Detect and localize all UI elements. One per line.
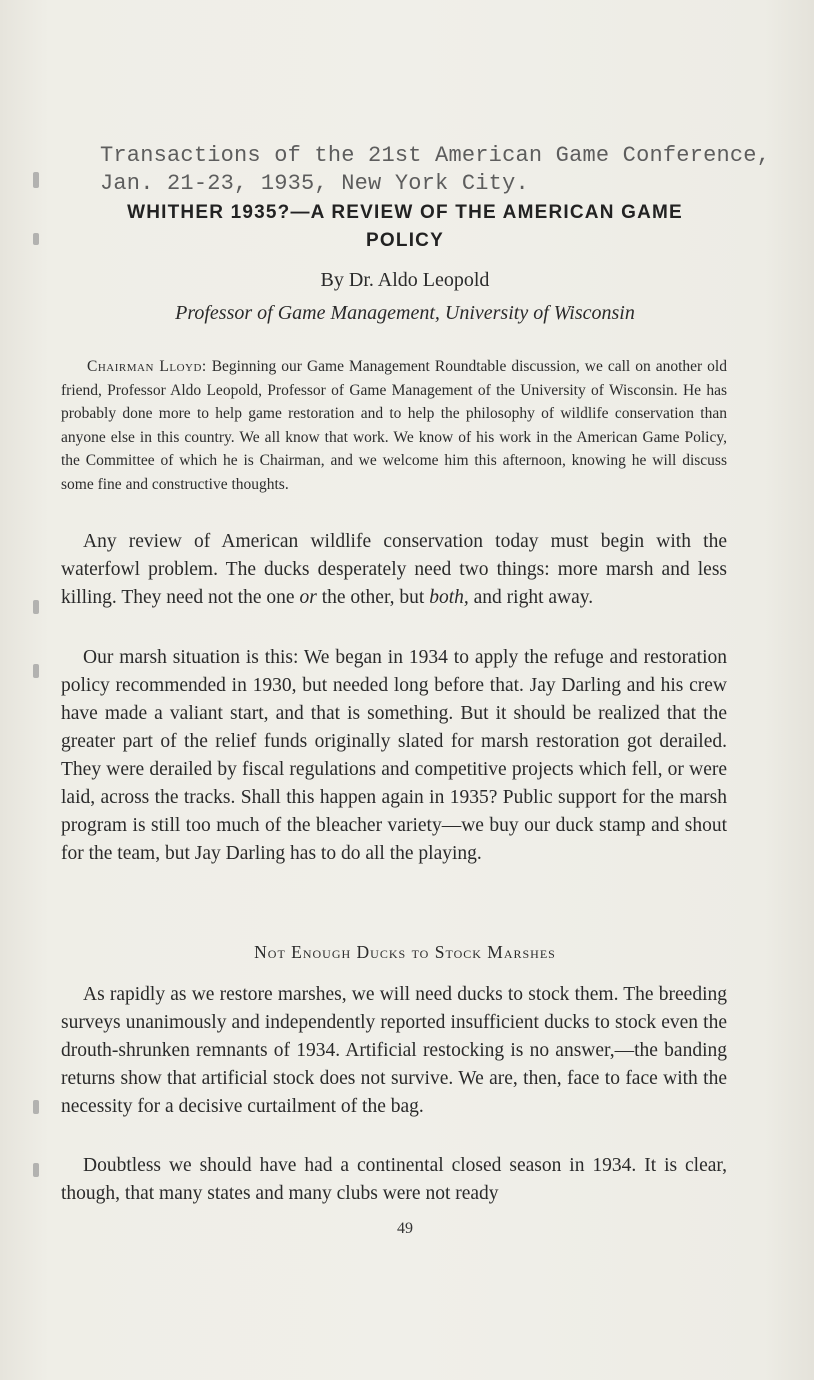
title-line-1: WHITHER 1935?—A REVIEW OF THE AMERICAN GAME [127,202,683,223]
body-paragraph-2: Our marsh situation is this: We began in 1934 to apply the refuge and restoration policy recommended in 1930, but needed long before that. Jay Darling and his crew have made a valiant start, and that is something. But it should be realized that the greater part of the relief funds originally slated for marsh restoration got derailed. They were derailed by fiscal regulations and competitive projects which fell, or were laid, across the tracks. Shall this happen again in 1935? Public support for the marsh program is still too much of the bleacher variety—we buy our duck stamp and shout for the team, but Jay Darling has to do all the playing. [61,647,727,864]
introduction-text: Beginning our Game Management Roundtable discussion, we call on another old friend, Professor Aldo Leopold, Professor of Game Management of the University of Wisconsin. He has probably done more to help game restoration and to help the philosophy of wildlife conservation than anyone else in this country. We all know that work. We know of his work in the American Game Policy, the Committee of which he is Chairman, and we welcome him this afternoon, knowing he will discuss some fine and constructive thoughts. [61,358,727,493]
author-affiliation: Professor of Game Management, University of Wisconsin [175,302,635,324]
p1-emphasis-both: both, [429,587,469,608]
body-paragraph-1 [61,528,727,612]
byline: By Dr. Aldo Leopold [320,269,490,291]
title-line-2: POLICY [366,230,444,251]
body-paragraph-3: As rapidly as we restore marshes, we will need ducks to stock them. The breeding surveys unanimously and independently reported insufficient ducks to stock even the drouth-shrunken remnants of 1934. Artificial restocking is no answer,—the banding returns show that artificial stock does not survive. We are, then, face to face with the necessity for a decisive curtailment of the bag. [61,984,727,1117]
body-paragraph-4: Doubtless we should have had a continental closed season in 1934. It is clear, though, that many states and many clubs were not ready [61,1155,727,1204]
p1-emphasis-or: or [299,587,317,608]
p1-text-middle: the other, but [316,587,430,608]
margin-pencil-mark [33,664,39,678]
p1-text-start: Any review of American wildlife conservation today must begin with the waterfowl problem. The ducks desperately need two things: more marsh and less killing. They need not the one [61,531,727,608]
margin-pencil-mark [33,1163,39,1177]
margin-pencil-mark [33,233,39,245]
typewritten-header-line-2: Jan. 21-23, 1935, New York City. [100,171,529,196]
typewritten-header-line-1: Transactions of the 21st American Game Conference, [100,143,771,168]
margin-pencil-mark [33,172,39,188]
article-title [40,199,770,255]
margin-pencil-mark [33,600,39,614]
p1-text-end: and right away. [468,587,594,608]
section-subheading: Not Enough Ducks to Stock Marshes [254,942,556,962]
margin-pencil-mark [33,1100,39,1114]
speaker-name: Chairman Lloyd: [87,358,207,375]
page-number: 49 [397,1220,413,1237]
chairman-introduction [61,355,727,496]
